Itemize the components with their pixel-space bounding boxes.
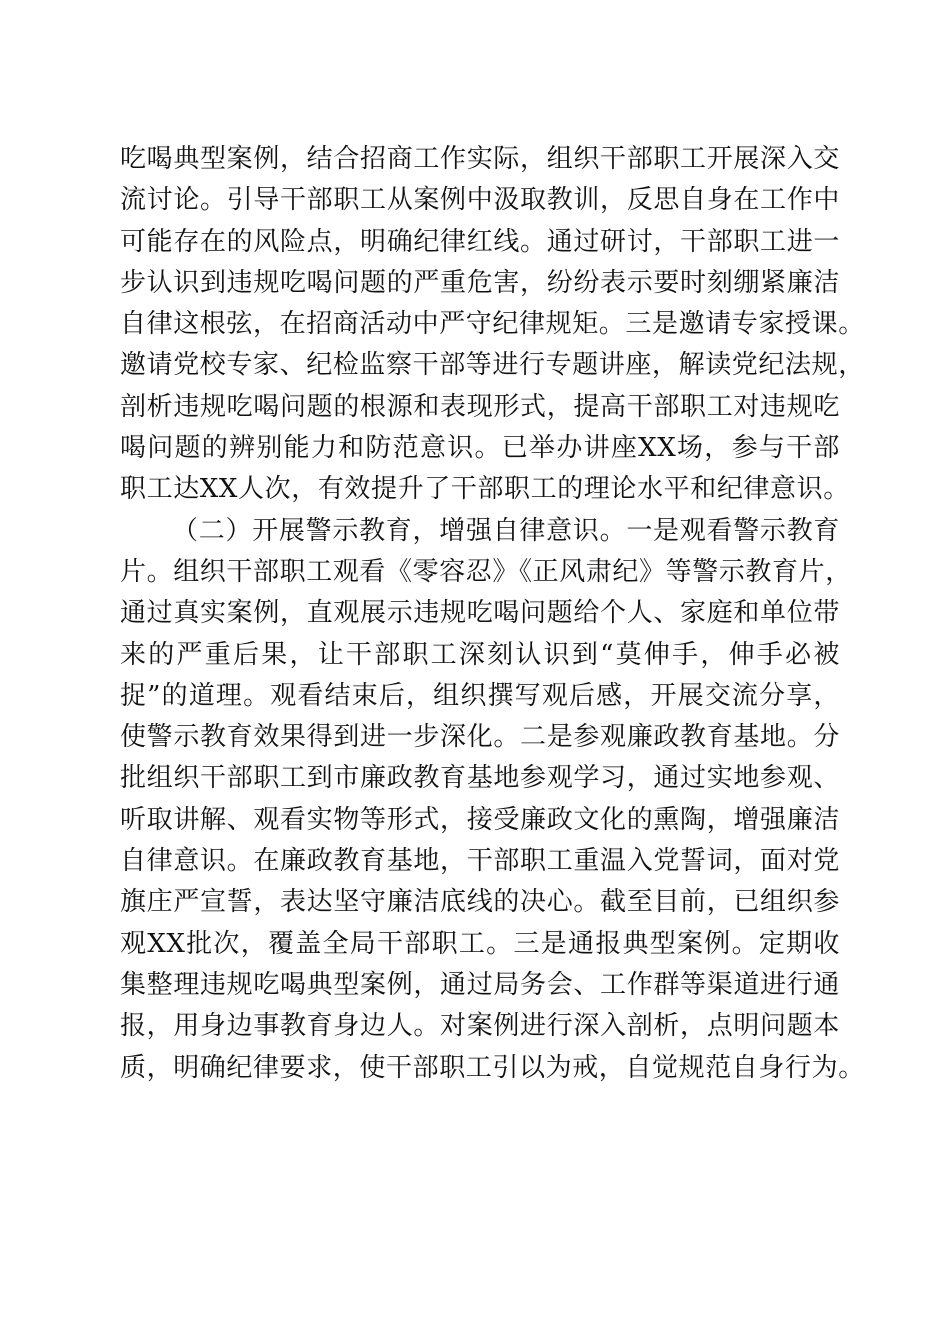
text-line-14: 捉”的道理。观看结束后，组织撰写观后感，开展交流分享， <box>120 680 840 711</box>
text-line-1: 吃喝典型案例，结合招商工作实际，组织干部职工开展深入交 <box>120 144 840 174</box>
text-line-2: 流讨论。引导干部职工从案例中汲取教训，反思自身在工作中 <box>120 185 840 216</box>
text-line-13: 来的严重后果，让干部职工深刻认识到“莫伸手，伸手必被 <box>120 639 840 670</box>
text-line-4: 步认识到违规吃喝问题的严重危害，纷纷表示要时刻绷紧廉洁 <box>120 267 840 298</box>
document-body <box>120 139 865 1089</box>
text-line-11: 片。组织干部职工观看《零容忍》《正风肃纪》等警示教育片， <box>120 556 852 587</box>
section-heading-line: （二）开展警示教育，增强自律意识。一是观看警示教育 <box>172 515 840 546</box>
text-line-19: 旗庄严宣誓，表达坚守廉洁底线的决心。截至目前，已组织参 <box>120 887 840 918</box>
text-line-21: 集整理违规吃喝典型案例，通过局务会、工作群等渠道进行通 <box>120 969 840 1000</box>
text-line-18: 自律意识。在廉政教育基地，干部职工重温入党誓词，面对党 <box>120 846 840 877</box>
text-line-7: 剖析违规吃喝问题的根源和表现形式，提高干部职工对违规吃 <box>120 391 840 422</box>
text-line-5: 自律这根弦，在招商活动中严守纪律规矩。三是邀请专家授课。 <box>120 309 865 340</box>
text-line-20: 观XX批次，覆盖全局干部职工。三是通报典型案例。定期收 <box>120 928 840 959</box>
text-line-12: 通过真实案例，直观展示违规吃喝问题给个人、家庭和单位带 <box>120 598 840 629</box>
text-line-3: 可能存在的风险点，明确纪律红线。通过研讨，干部职工进一 <box>120 226 840 257</box>
text-line-8: 喝问题的辨别能力和防范意识。已举办讲座XX场，参与干部 <box>120 433 840 464</box>
text-line-15: 使警示教育效果得到进一步深化。二是参观廉政教育基地。分 <box>120 722 840 753</box>
text-line-6: 邀请党校专家、纪检监察干部等进行专题讲座，解读党纪法规， <box>120 350 865 381</box>
text-line-22: 报，用身边事教育身边人。对案例进行深入剖析，点明问题本 <box>120 1011 840 1042</box>
text-line-16: 批组织干部职工到市廉政教育基地参观学习，通过实地参观、 <box>120 763 840 794</box>
text-line-23: 质，明确纪律要求，使干部职工引以为戒，自觉规范自身行为。 <box>120 1052 865 1083</box>
text-line-9: 职工达XX人次，有效提升了干部职工的理论水平和纪律意识。 <box>120 474 850 505</box>
text-line-17: 听取讲解、观看实物等形式，接受廉政文化的熏陶，增强廉洁 <box>120 804 840 835</box>
